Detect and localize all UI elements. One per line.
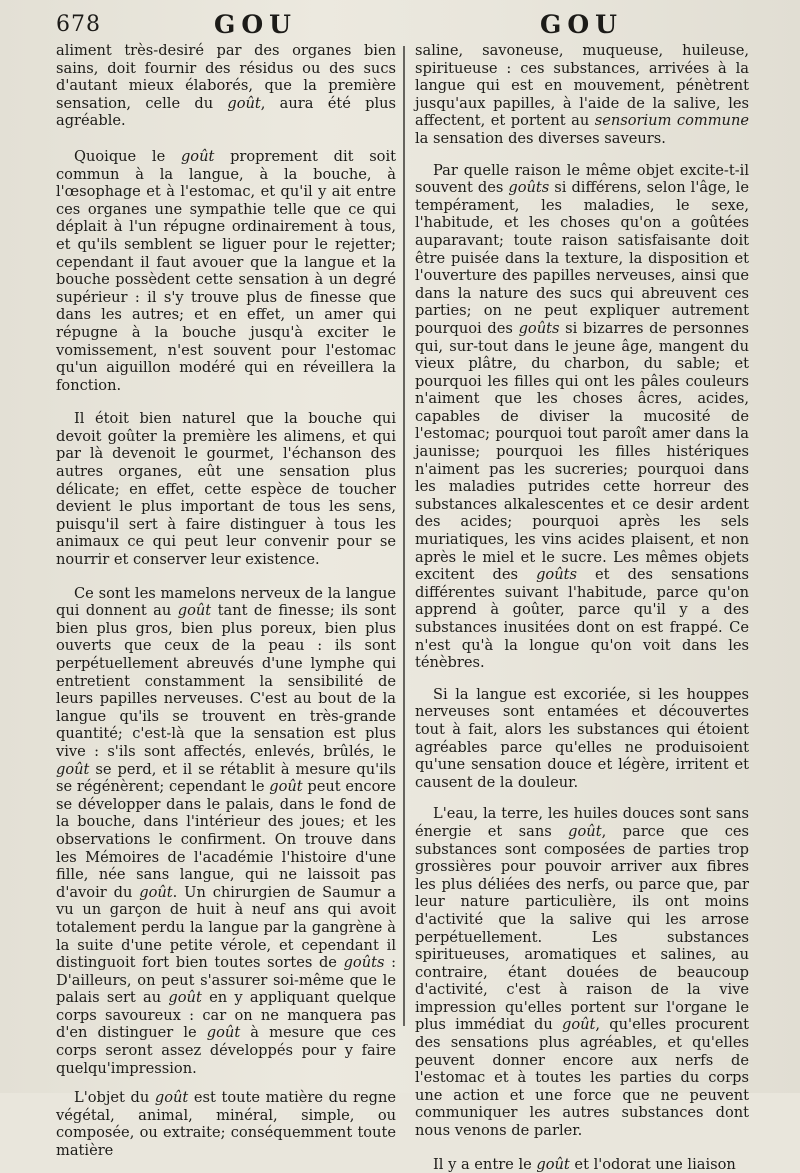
column-divider bbox=[403, 46, 405, 1026]
text-run: Par quelle raison le même objet excite-t-il souvent des bbox=[415, 161, 749, 197]
text-run: si différens, selon l'âge, le tempérament, les maladies, le sexe, l'habitude, et les choses qu'on a goûtées auparavant; toute raison satisfaisante doit être puisée dans la texture, la disposition et l'ouverture des papilles nerveuses, ainsi que dans la nature des sucs qui abreuvent ces parties; on ne peut expliquer autrement pourquoi des bbox=[415, 179, 749, 337]
text-run: en y appliquant quelque corps savoureux : car on ne manquera pas d'en distinguer le bbox=[56, 989, 396, 1042]
paragraph bbox=[56, 585, 396, 1078]
text-run: et des sensations différentes suivant l'habitude, parce qu'on apprend à goûter, parce qu'il y a des substances inusitées dont on est frappé. Ce n'est qu'à la longue qu'on voit dans les ténèbres. bbox=[415, 566, 750, 672]
text-run: , aura été plus agréable. bbox=[56, 94, 397, 130]
italic-term: goût bbox=[562, 1016, 596, 1034]
right-text-column bbox=[415, 42, 749, 1173]
text-run: la sensation des diverses saveurs. bbox=[415, 129, 666, 147]
italic-term: goûts bbox=[508, 179, 550, 197]
running-head-right: GOU bbox=[540, 10, 623, 39]
text-run: et l'odorat une liaison bbox=[569, 1155, 736, 1173]
text-run: , parce que ces substances sont composées de parties trop grossières pour pouvoir arriver aux fibres les plus déliées des nerfs, ou parce que, par leur nature particulière, ils ont moins d'activité que la salive qui les arrose perpétuellement. Les substances spiritueuses, aromatiques et salines, au contraire, étant douées de beaucoup d'activité, c'est à raison de la vive impression qu'elles portent sur l'organe le plus immédiat du bbox=[415, 822, 750, 1034]
italic-term: goût bbox=[227, 94, 261, 112]
paragraph bbox=[415, 805, 749, 1139]
text-run: . Un chirurgien de Saumur a vu un garçon de huit à neuf ans qui avoit totalement perdu la langue par la gangrène à la suite d'une petite vérole, et cependant il distinguoit fort bien toutes sortes de bbox=[56, 883, 396, 972]
text-run: L'objet du bbox=[74, 1089, 155, 1107]
page-number: 678 bbox=[56, 12, 101, 37]
text-run: saline, savoneuse, muqueuse, huileuse, spiritueuse : ces substances, arrivées à la langue qui est en mouvement, pénètrent jusqu'aux papilles, à l'aide de la salive, les affectent, et portent au bbox=[415, 42, 749, 130]
paragraph bbox=[56, 148, 396, 394]
italic-term: goût bbox=[154, 1089, 189, 1107]
italic-term: goût bbox=[168, 989, 202, 1007]
running-head-left: GOU bbox=[214, 10, 297, 39]
paragraph bbox=[415, 42, 749, 148]
text-run: se perd, et il se rétablit à mesure qu'ils se régénèrent; cependant le bbox=[56, 760, 396, 796]
italic-term: goût bbox=[206, 1024, 241, 1042]
paragraph bbox=[56, 410, 396, 568]
text-run: est toute matière du regne végétal, animal, minéral, simple, ou composée, ou extraite; conséquemment toute matière bbox=[56, 1089, 396, 1160]
running-header bbox=[0, 6, 800, 40]
italic-term: goût bbox=[536, 1155, 570, 1173]
text-run: L'eau, la terre, les huiles douces sont sans énergie et sans bbox=[415, 805, 749, 840]
italic-term: sensorium commune bbox=[594, 112, 749, 130]
text-run: : D'ailleurs, on peut s'assurer soi-même que le palais sert au bbox=[56, 954, 396, 1007]
italic-term: goûts bbox=[343, 954, 385, 972]
text-run: à mesure que ces corps seront assez développés pour y faire quelqu'impression. bbox=[56, 1024, 396, 1077]
italic-term: goûts bbox=[536, 566, 577, 584]
text-run: Quoique le bbox=[74, 147, 181, 165]
text-run: proprement dit soit commun à la langue, à la bouche, à l'œsophage et à l'estomac, et qu'il y ait entre ces organes une sympathie telle que ce qui déplait à l'un répugne ordinairement à tous, et qu'ils semblent se liguer pour le rejetter; cependant il faut avouer que la langue et la bouche possèdent cette sensation à un degré supérieur : il s'y trouve plus de finesse que dans les autres; et en effet, un amer qui répugne à la bouche jusqu'à exciter le vomissement, n'est souvent pour l'estomac qu'un aiguillon modéré qui en réveillera la fonction. bbox=[56, 147, 396, 394]
italic-term: goût bbox=[139, 883, 173, 901]
italic-term: goût bbox=[180, 147, 215, 165]
text-run: Ce sont les mamelons nerveux de la langue qui donnent au bbox=[56, 584, 396, 620]
text-run: tant de finesse; ils sont bien plus gros, bien plus poreux, bien plus ouverts que ceux de la peau : ils sont perpétuellement abreuvés d'une lymphe qui entretient constamment la sensibilité de leurs papilles nerveuses. C'est au bout de la langue qu'ils se trouvent en très-grande quantité; c'est-là que la sensation est plus vive : s'ils sont affectés, enlevés, brûlés, le bbox=[56, 602, 396, 760]
italic-term: goût bbox=[177, 602, 212, 620]
text-run: Il étoit bien naturel que la bouche qui devoit goûter la première les alimens, et qui par là devenoit le gourmet, l'échanson des autres organes, eût une sensation plus délicate; en effet, cette espèce de toucher devient le plus important de tous les sens, puisqu'il sert à faire distinguer à tous les animaux ce qui peut leur convenir pour se nourrir et conserver leur existence. bbox=[56, 410, 396, 569]
italic-term: goût bbox=[269, 778, 303, 796]
paragraph bbox=[56, 1089, 396, 1159]
paragraph bbox=[415, 686, 749, 792]
italic-term: goût bbox=[56, 760, 90, 778]
text-run: peut encore se développer dans le palais, dans le fond de la bouche, dans l'intérieur des joues; et les observations le confirment. On trouve dans les Mémoires de l'académie l'histoire d'une fille, née sans langue, qui ne laissoit pas d'avoir du bbox=[56, 778, 396, 901]
text-run: si bizarres de personnes qui, sur-tout dans le jeune âge, mangent du vieux plâtre, du charbon, du sable; et pourquoi les filles qui ont les pâles couleurs n'aiment que les choses âcres, acides, capables de diviser la mucosité de l'estomac; pourquoi tout paroît amer dans la jaunisse; pourquoi les filles histériques n'aiment pas les sucreries; pourquoi dans les maladies putrides cette horreur des substances alkalescentes et ce desir ardent des acides; pourquoi après les sels muriatiques, les vins acides plaisent, et non après le miel et le sucre. Les mêmes objets excitent des bbox=[415, 319, 749, 584]
text-run: Il y a entre le bbox=[433, 1155, 537, 1173]
paragraph bbox=[415, 1156, 749, 1173]
paragraph bbox=[56, 42, 396, 130]
text-run: aliment très-desiré par des organes bien sains, doit fournir des résidus ou des sucs d'autant mieux élaborés, que la première sensation, celle du bbox=[56, 42, 396, 112]
left-text-column bbox=[56, 42, 396, 1160]
italic-term: goûts bbox=[518, 319, 560, 337]
text-run: , qu'elles procurent des sensations plus agréables, et qu'elles peuvent donner encore aux nerfs de l'estomac et à toutes les parties du corps une action et une force que ne peuvent communiquer les autres substances dont nous venons de parler. bbox=[415, 1016, 749, 1140]
italic-term: goût bbox=[568, 822, 602, 840]
text-run: Si la langue est excoriée, si les houppes nerveuses sont entamées et découvertes tout à fait, alors les substances qui étoient agréables parce qu'elles ne produisoient qu'une sensation douce et légère, irritent et causent de la douleur. bbox=[415, 685, 749, 791]
paragraph bbox=[415, 162, 749, 672]
